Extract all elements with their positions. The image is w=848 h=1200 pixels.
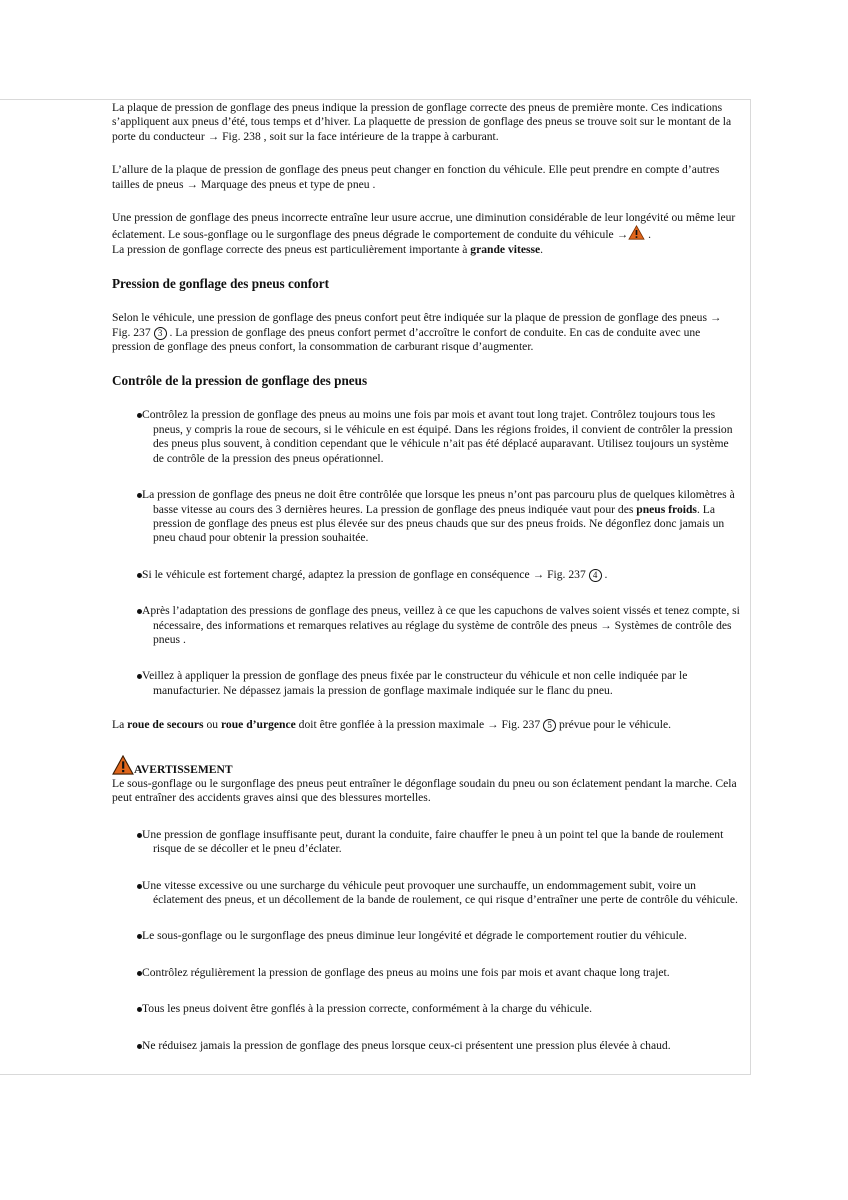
list-item-text-b: . La pression de gonflage des pneus est plus élevée sur des pneus chauds que sur des pneus froids. Ne dégonflez donc jamais un pneu chaud pour obtenir la pression souhaitée. xyxy=(153,502,725,545)
intro-paragraph-3 xyxy=(112,211,740,257)
roue-text-4: prévue pour le véhicule. xyxy=(556,718,671,732)
intro-paragraph-1: La plaque de pression de gonflage des pneus indique la pression de gonflage correcte des pneus de première monte. Ces indications s’appliquent aux pneus d’été, tous temps et d’hiver. La plaquette de pression de gonflage des pneus se trouve soit sur le montant de la porte du conducteur → Fig. 238 , soit sur la face intérieure de la trappe à carburant. xyxy=(112,101,732,143)
intro-p3-text-d: . xyxy=(540,242,544,256)
list-item-text-b: . xyxy=(601,567,608,581)
list-item xyxy=(112,929,740,943)
intro-p3-text-c: La pression de gonflage correcte des pneus est particulièrement importante à xyxy=(112,242,471,256)
warning-header xyxy=(112,755,740,777)
callout-number: 5 xyxy=(543,719,556,732)
bullet-icon xyxy=(137,971,142,976)
list-item-text: Contrôlez la pression de gonflage des pneus au moins une fois par mois et avant tout long trajet. Contrôlez toujours tous les pneus, y compris la roue de secours, si le véhicule en est équipé. Dans les régions froides, il convient de contrôler la pression des pneus plus souvent, à condition cependant que le véhicule n’ait pas été déplacé auparavant. Utilisez toujours un système de contrôle de la pression des pneus opérationnel. xyxy=(142,408,733,465)
warning-intro: Le sous-gonflage ou le surgonflage des pneus peut entraîner le dégonflage soudain du pneu ou son éclatement pendant la marche. Cela peut entraîner des accidents graves ainsi que des blessures mortelles. xyxy=(112,776,737,805)
bullet-icon xyxy=(137,833,142,838)
list-item-text: Après l’adaptation des pressions de gonflage des pneus, veillez à ce que les capuchons de valves soient vissés et tenez compte, si nécessaire, des informations et remarques relatives au réglage du système de contrôle des pneus → Systèmes de contrôle des pneus . xyxy=(142,604,740,646)
intro-paragraph-2: L’allure de la plaque de pression de gonflage des pneus peut changer en fonction du véhicule. Elle peut prendre en compte d’autres tailles de pneus → Marquage des pneus et type de pneu . xyxy=(112,163,720,191)
document-body xyxy=(112,101,740,1053)
roue-text-3: doit être gonflée à la pression maximale → Fig. 237 xyxy=(295,718,544,732)
confort-paragraph xyxy=(112,311,740,354)
list-item-text: Contrôlez régulièrement la pression de gonflage des pneus au moins une fois par mois et avant chaque long trajet. xyxy=(142,965,670,979)
bullet-icon xyxy=(137,1044,142,1049)
list-item xyxy=(112,408,740,466)
heading-controle: Contrôle de la pression de gonflage des pneus xyxy=(112,373,368,389)
callout-number: 3 xyxy=(154,327,167,340)
list-item-text: Une pression de gonflage insuffisante peut, durant la conduite, faire chauffer le pneu à un point tel que la bande de roulement risque de se décoller et le pneu d’éclater. xyxy=(142,827,724,856)
list-item-text: Le sous-gonflage ou le surgonflage des pneus diminue leur longévité et dégrade le comportement routier du véhicule. xyxy=(142,929,687,943)
warning-triangle-icon xyxy=(628,225,645,240)
roue-bold-1: roue de secours xyxy=(127,718,204,732)
list-item xyxy=(112,966,740,980)
list-item xyxy=(112,828,740,857)
intro-p3-bold: grande vitesse xyxy=(470,242,541,256)
controle-list xyxy=(112,408,740,698)
roue-bold-2: roue d’urgence xyxy=(220,718,296,732)
bullet-icon xyxy=(137,884,142,889)
warning-triangle-icon xyxy=(112,755,134,775)
intro-p3-text-b: . xyxy=(645,228,651,242)
list-item-text: Veillez à appliquer la pression de gonflage des pneus fixée par le constructeur du véhicule et non celle indiquée par le manufacturier. Ne dépassez jamais la pression de gonflage maximale indiquée sur le flanc du pneu. xyxy=(142,669,688,697)
list-item xyxy=(112,879,740,908)
list-item xyxy=(112,488,740,546)
roue-text-1: La xyxy=(112,718,128,732)
heading-confort: Pression de gonflage des pneus confort xyxy=(112,276,329,292)
list-item xyxy=(112,604,740,647)
intro-p3-text-a: Une pression de gonflage des pneus incorrecte entraîne leur usure accrue, une diminution considérable de leur longévité ou même leur éclatement. Le sous-gonflage ou le surgonflage des pneus dégrade le comportement de conduite du véhicule → xyxy=(112,211,736,242)
callout-number: 4 xyxy=(589,569,602,582)
list-item-text-a: Si le véhicule est fortement chargé, adaptez la pression de gonflage en conséquence → Fig. 237 xyxy=(142,567,589,581)
roue-paragraph xyxy=(112,718,740,732)
confort-text-b: . La pression de gonflage des pneus confort permet d’accroître le confort de conduite. En cas de conduite avec une pression de gonflage des pneus confort, la consommation de carburant risque d’augmenter. xyxy=(112,325,701,354)
warning-block xyxy=(112,755,740,1053)
warning-list xyxy=(112,828,740,1053)
list-item xyxy=(112,1002,740,1016)
list-item-text-a: La pression de gonflage des pneus ne doit être contrôlée que lorsque les pneus n’ont pas parcouru plus de quelques kilomètres à basse vitesse au cours des 3 dernières heures. La pression de gonflage des pneus indiquée vaut pour des xyxy=(142,488,735,516)
bullet-icon xyxy=(137,573,142,578)
list-item xyxy=(112,1039,740,1053)
list-item-text: Une vitesse excessive ou une surcharge du véhicule peut provoquer une surchauffe, un endommagement subit, voire un éclatement des pneus, et un décollement de la bande de roulement, ce qui risque d’entraîner une perte de contrôle du véhicule. xyxy=(142,878,738,906)
warning-title: AVERTISSEMENT xyxy=(134,762,233,776)
roue-text-2: ou xyxy=(203,718,221,732)
list-item xyxy=(112,669,740,698)
list-item-text: Ne réduisez jamais la pression de gonflage des pneus lorsque ceux-ci présentent une pression plus élevée à chaud. xyxy=(142,1038,671,1052)
list-item-text: Tous les pneus doivent être gonflés à la pression correcte, conformément à la charge du véhicule. xyxy=(142,1002,592,1016)
confort-text-a: Selon le véhicule, une pression de gonflage des pneus confort peut être indiquée sur la plaque de pression de gonflage des pneus → Fig. 237 xyxy=(112,311,722,339)
list-item-bold: pneus froids xyxy=(636,502,697,516)
list-item xyxy=(112,568,740,582)
